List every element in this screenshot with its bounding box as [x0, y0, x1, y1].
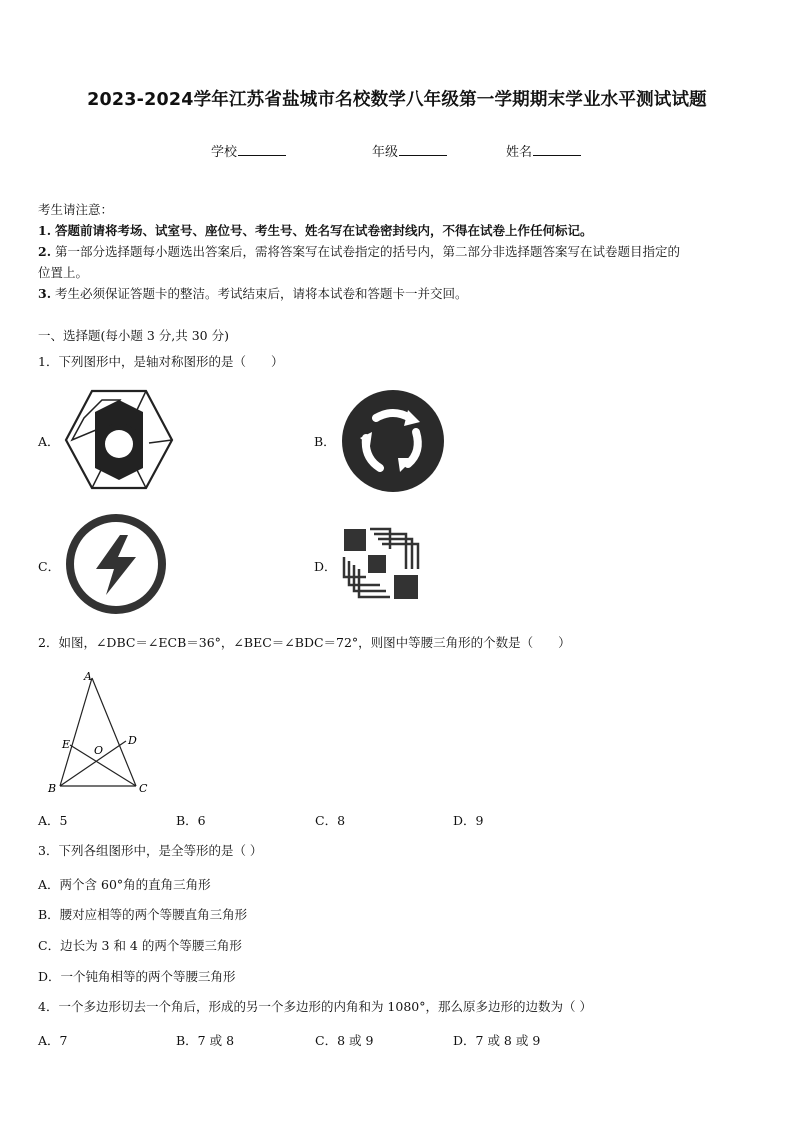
q1-option-b-figure[interactable]	[340, 388, 446, 494]
lightning-bolt-icon	[96, 535, 136, 595]
section-heading: 一、选择题(每小题 3 分,共 30 分)	[38, 328, 229, 343]
notice-item-text: 答题前请将考场、试室号、座位号、考生号、姓名写在试卷密封线内，不得在试卷上作任何标记。	[55, 223, 593, 238]
notice-item-number: 2.	[38, 244, 52, 259]
grade-label: 年级	[372, 145, 399, 160]
aperture-icon	[72, 391, 172, 488]
q1-option-c-figure[interactable]	[64, 513, 168, 615]
vertex-c-label: C	[139, 782, 148, 795]
question-1-stem: 1．下列图形中，是轴对称图形的是（ ）	[38, 354, 284, 369]
q4-option-d[interactable]: D．7 或 8 或 9	[453, 1033, 541, 1048]
q3-option-a[interactable]: A．两个含 60°角的直角三角形	[38, 877, 211, 892]
q3-option-b[interactable]: B．腰对应相等的两个等腰直角三角形	[38, 907, 248, 922]
grade-blank[interactable]	[399, 143, 447, 156]
vertex-b-label: B	[48, 782, 57, 795]
q1-option-a-figure[interactable]	[64, 388, 174, 492]
q4-option-c[interactable]: C．8 或 9	[315, 1033, 374, 1048]
question-2-stem: 2．如图，∠DBC＝∠ECB＝36°，∠BEC＝∠BDC＝72°，则图中等腰三角形的个数是（ ）	[38, 635, 571, 650]
notice-item-text: 考生必须保证答题卡的整洁。考试结束后，请将本试卷和答题卡一并交回。	[55, 286, 468, 301]
q2-option-b[interactable]: B．6	[176, 813, 206, 828]
notice-item-text: 第一部分选择题每小题选出答案后，需将答案写在试卷指定的括号内，第二部分非选择题答案写在试卷题目指定的	[55, 244, 681, 259]
side-ac	[92, 678, 136, 786]
notice-item-number: 3.	[38, 286, 52, 301]
exam-title: 2023-2024学年江苏省盐城市名校数学八年级第一学期期末学业水平测试试题	[87, 90, 707, 110]
vertex-a-label: A	[84, 670, 92, 683]
q2-option-c[interactable]: C．8	[315, 813, 346, 828]
name-blank[interactable]	[533, 143, 581, 156]
notice-heading: 考生请注意：	[38, 202, 114, 217]
q3-option-c[interactable]: C．边长为 3 和 4 的两个等腰三角形	[38, 938, 242, 953]
layered-squares-icon	[344, 529, 418, 599]
grade-field[interactable]	[372, 141, 447, 160]
q1-option-b-label[interactable]: B．	[314, 434, 336, 449]
notice-item-2-continued: 位置上。	[38, 265, 89, 280]
notice-item-3	[38, 284, 468, 304]
notice-item-1	[38, 221, 593, 241]
school-blank[interactable]	[238, 143, 286, 156]
q4-option-b[interactable]: B．7 或 8	[176, 1033, 235, 1048]
side-ab	[60, 678, 92, 786]
name-label: 姓名	[506, 145, 533, 160]
point-d-label: D	[128, 734, 137, 747]
q2-triangle-figure	[44, 668, 156, 800]
q1-option-a-label[interactable]: A．	[38, 434, 60, 449]
question-3-stem: 3．下列各组图形中，是全等形的是（ ）	[38, 843, 263, 858]
point-e-label: E	[62, 738, 71, 751]
q1-option-d-figure[interactable]	[340, 525, 424, 603]
school-label: 学校	[211, 145, 238, 160]
point-o-label: O	[94, 744, 104, 757]
school-field[interactable]	[211, 141, 286, 160]
q1-option-c-label[interactable]: C．	[38, 559, 61, 574]
notice-item-number: 1.	[38, 223, 52, 238]
q2-option-d[interactable]: D．9	[453, 813, 484, 828]
q4-option-a[interactable]: A．7	[38, 1033, 68, 1048]
notice-item-2	[38, 242, 680, 262]
q3-option-d[interactable]: D．一个钝角相等的两个等腰三角形	[38, 969, 236, 984]
q1-option-d-label[interactable]: D．	[314, 559, 337, 574]
question-4-stem: 4．一个多边形切去一个角后，形成的另一个多边形的内角和为 1080°，那么原多边形的边数为（ ）	[38, 999, 592, 1014]
q2-option-a[interactable]: A．5	[38, 813, 68, 828]
name-field[interactable]	[506, 141, 581, 160]
